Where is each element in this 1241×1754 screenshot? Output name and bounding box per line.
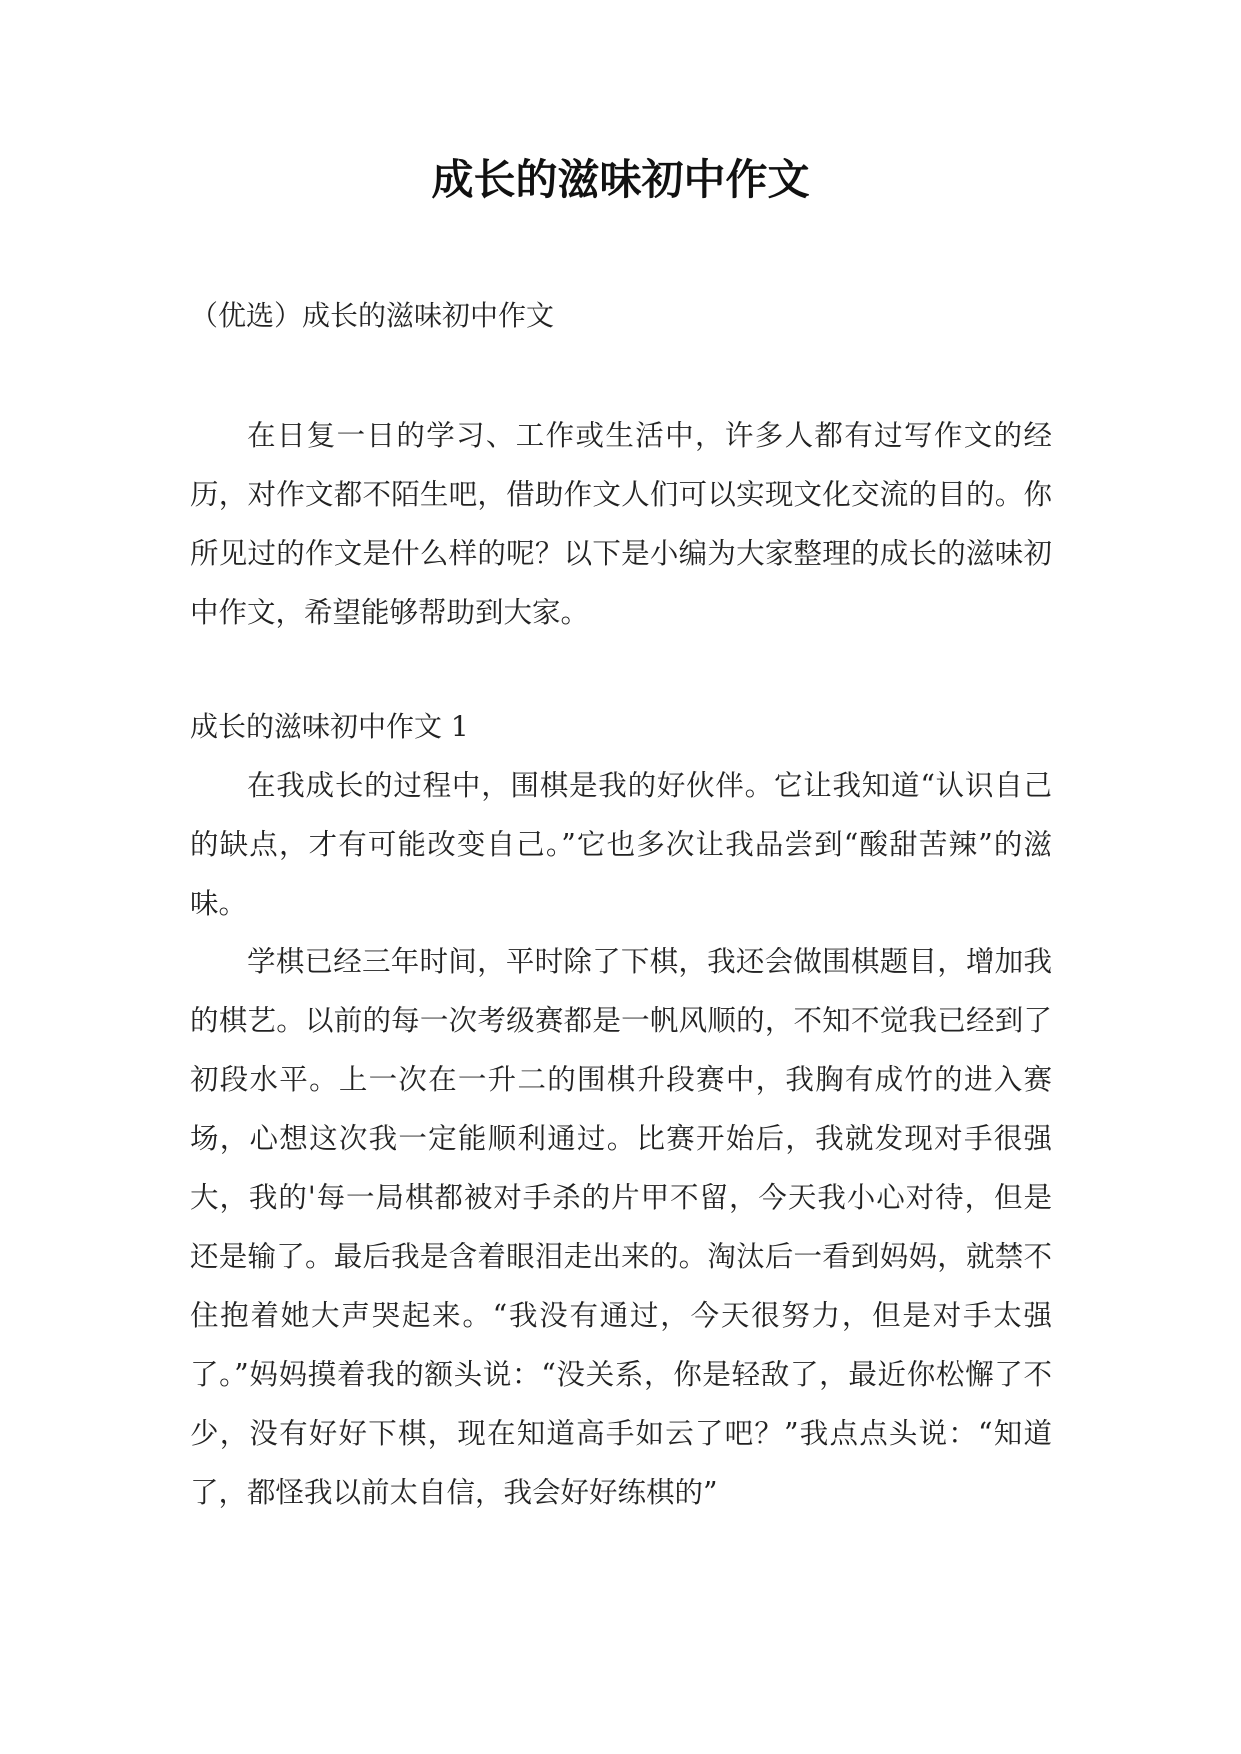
document-subtitle: （优选）成长的滋味初中作文: [190, 299, 555, 332]
intro-paragraph: 在日复一日的学习、工作或生活中，许多人都有过写作文的经历，对作文都不陌生吧，借助作文人们可以实现文化交流的目的。你所见过的作文是什么样的呢？以下是小编为大家整理的成长的滋味初中作文，希望能够帮助到大家。: [190, 419, 1052, 629]
section-heading: 成长的滋味初中作文 1: [190, 710, 469, 743]
essay-paragraph-2: 学棋已经三年时间，平时除了下棋，我还会做围棋题目，增加我的棋艺。以前的每一次考级赛都是一帆风顺的，不知不觉我已经到了初段水平。上一次在一升二的围棋升段赛中，我胸有成竹的进入赛场，心想这次我一定能顺利通过。比赛开始后，我就发现对手很强大，我的'每一局棋都被对手杀的片甲不留，今天我小心对待，但是还是输了。最后我是含着眼泪走出来的。淘汰后一看到妈妈，就禁不住抱着她大声哭起来。“我没有通过，今天很努力，但是对手太强了。”妈妈摸着我的额头说：“没关系，你是轻敌了，最近你松懈了不少，没有好好下棋，现在知道高手如云了吧？”我点点头说：“知道了，都怪我以前太自信，我会好好练棋的”: [190, 945, 1052, 1509]
document-title: 成长的滋味初中作文: [431, 155, 810, 204]
essay-paragraph-1: 在我成长的过程中，围棋是我的好伙伴。它让我知道“认识自己的缺点，才有可能改变自己。”它也多次让我品尝到“酸甜苦辣”的滋味。: [190, 769, 1052, 920]
